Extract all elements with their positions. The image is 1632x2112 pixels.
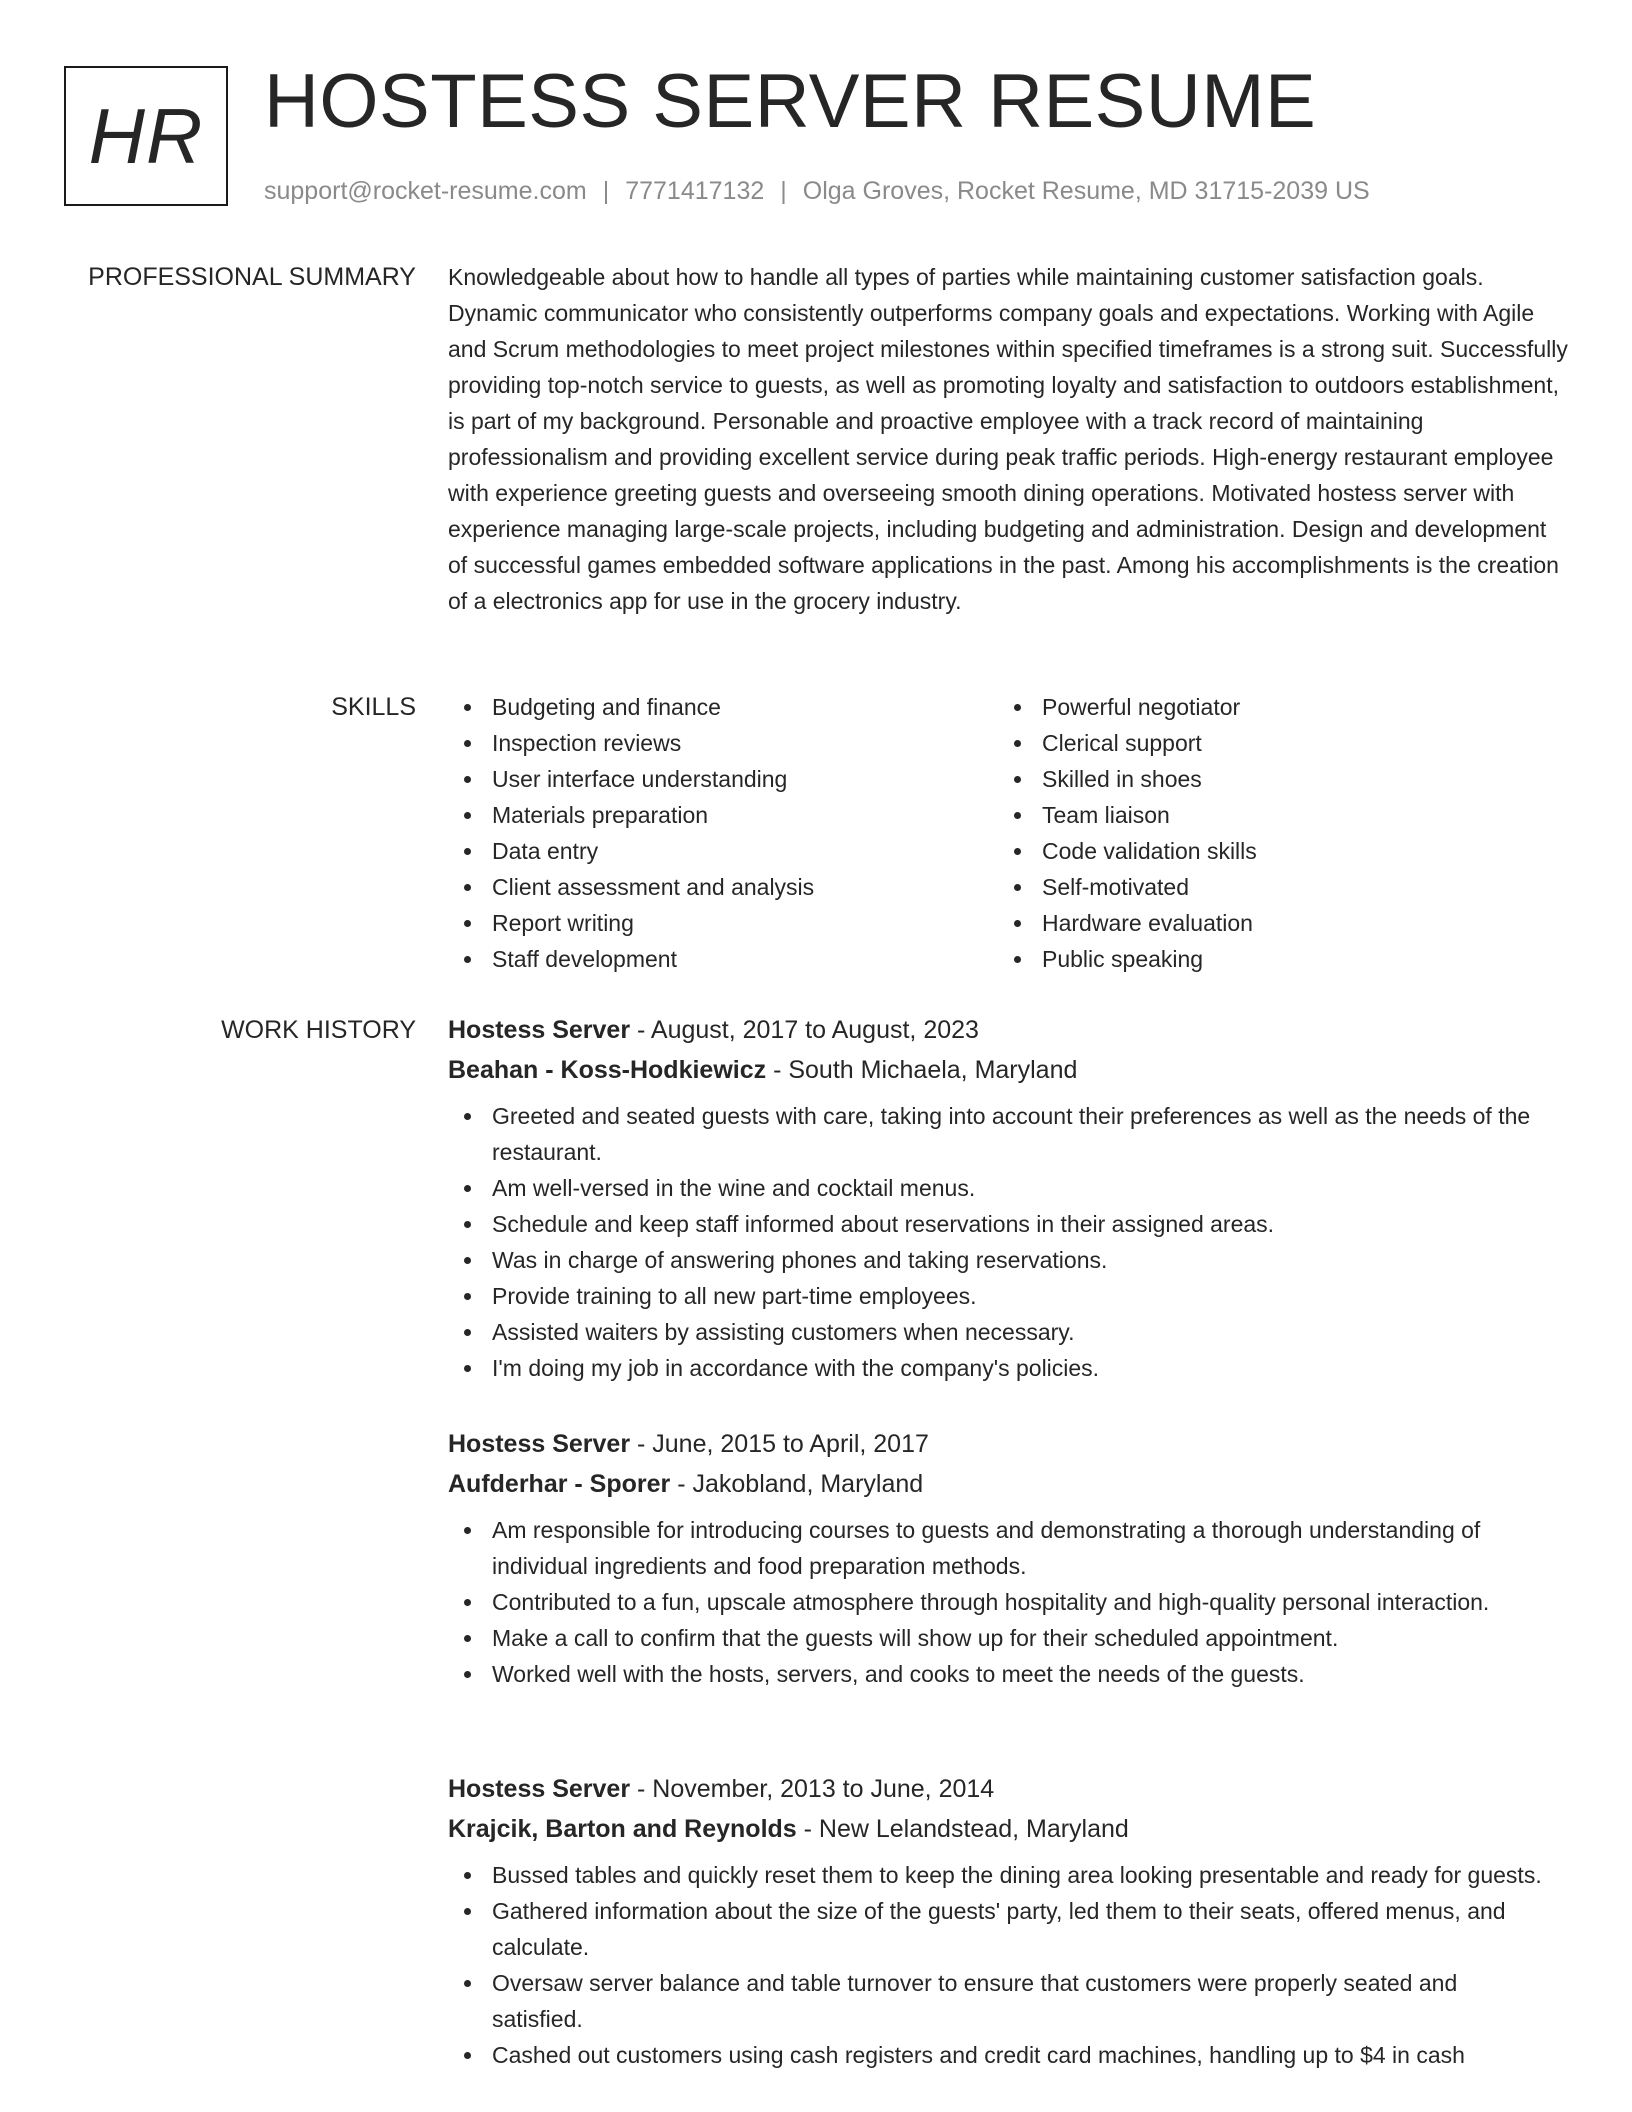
skills-list-right xyxy=(998,689,1548,977)
job-company-line xyxy=(448,1809,1568,1849)
job-entry xyxy=(448,1424,1568,1692)
job-location: - New Lelandstead, Maryland xyxy=(796,1815,1129,1843)
job-duty: Schedule and keep staff informed about reservations in their assigned areas. xyxy=(448,1206,1568,1242)
job-duties-list xyxy=(448,1512,1568,1692)
skill-item: Staff development xyxy=(448,941,998,977)
section-label-skills: SKILLS xyxy=(331,693,416,721)
job-title-line xyxy=(448,1424,1568,1464)
skill-item: Report writing xyxy=(448,905,998,941)
job-company-line xyxy=(448,1050,1568,1090)
job-title: Hostess Server xyxy=(448,1430,631,1458)
skill-item: Clerical support xyxy=(998,725,1548,761)
skill-item: Inspection reviews xyxy=(448,725,998,761)
skill-item: Hardware evaluation xyxy=(998,905,1548,941)
job-dates: - June, 2015 to April, 2017 xyxy=(630,1430,929,1458)
job-duty: Assisted waiters by assisting customers when necessary. xyxy=(448,1314,1568,1350)
skill-item: Team liaison xyxy=(998,797,1548,833)
job-location: - Jakobland, Maryland xyxy=(670,1470,924,1498)
job-dates: - August, 2017 to August, 2023 xyxy=(630,1016,979,1044)
contact-line xyxy=(264,176,1370,206)
job-entry xyxy=(448,1010,1568,1386)
job-company-line xyxy=(448,1464,1568,1504)
skill-item: Client assessment and analysis xyxy=(448,869,998,905)
job-dates: - November, 2013 to June, 2014 xyxy=(630,1775,995,1803)
skill-item: Powerful negotiator xyxy=(998,689,1548,725)
job-duty: Bussed tables and quickly reset them to keep the dining area looking presentable and ready for guests. xyxy=(448,1857,1568,1893)
job-title: Hostess Server xyxy=(448,1016,631,1044)
skill-item: Budgeting and finance xyxy=(448,689,998,725)
job-company: Aufderhar - Sporer xyxy=(448,1470,671,1498)
job-duty: Am well-versed in the wine and cocktail menus. xyxy=(448,1170,1568,1206)
skill-item: Self-motivated xyxy=(998,869,1548,905)
skill-item: Code validation skills xyxy=(998,833,1548,869)
job-company: Krajcik, Barton and Reynolds xyxy=(448,1815,797,1843)
skill-item: Public speaking xyxy=(998,941,1548,977)
job-title-line xyxy=(448,1769,1568,1809)
job-duty: Cashed out customers using cash registers and credit card machines, handling up to $4 in cash xyxy=(448,2037,1568,2073)
job-duty: Was in charge of answering phones and taking reservations. xyxy=(448,1242,1568,1278)
job-duty: Gathered information about the size of the guests' party, led them to their seats, offered menus, and calculate. xyxy=(448,1893,1568,1965)
section-label-work-history: WORK HISTORY xyxy=(221,1016,416,1044)
job-duty: I'm doing my job in accordance with the company's policies. xyxy=(448,1350,1568,1386)
contact-email[interactable]: support@rocket-resume.com xyxy=(264,177,587,205)
section-label-summary: PROFESSIONAL SUMMARY xyxy=(88,263,416,291)
job-duty: Contributed to a fun, upscale atmosphere through hospitality and high-quality personal interaction. xyxy=(448,1584,1568,1620)
job-duties-list xyxy=(448,1857,1568,2073)
summary-text: Knowledgeable about how to handle all types of parties while maintaining customer satisfaction goals. Dynamic communicator who consistently outperforms company goals and expectations. Working with Agile and Scrum methodologies to meet project milestones within specified timeframes is a strong suit. Successfully providing top-notch service to guests, as well as promoting loyalty and satisfaction to outdoors establishment, is part of my background. Personable and proactive employee with a track record of maintaining professionalism and providing excellent service during peak traffic periods. High-energy restaurant employee with experience greeting guests and overseeing smooth dining operations. Motivated hostess server with experience managing large-scale projects, including budgeting and administration. Design and development of successful games embedded software applications in the past. Among his accomplishments is the creation of a electronics app for use in the grocery industry. xyxy=(448,264,1568,614)
skills-section xyxy=(448,689,1568,977)
monogram-logo: HR xyxy=(64,66,228,206)
job-entry xyxy=(448,1769,1568,2073)
skills-list-left xyxy=(448,689,998,977)
job-title-line xyxy=(448,1010,1568,1050)
contact-phone[interactable]: 7771417132 xyxy=(625,177,765,205)
skill-item: Materials preparation xyxy=(448,797,998,833)
contact-separator: | xyxy=(602,177,610,205)
job-company: Beahan - Koss-Hodkiewicz xyxy=(448,1056,767,1084)
job-duties-list xyxy=(448,1098,1568,1386)
job-duty: Am responsible for introducing courses to guests and demonstrating a thorough understanding of individual ingredients and food preparation methods. xyxy=(448,1512,1568,1584)
skill-item: User interface understanding xyxy=(448,761,998,797)
job-location: - South Michaela, Maryland xyxy=(766,1056,1078,1084)
contact-separator: | xyxy=(780,177,787,205)
resume-title: HOSTESS SERVER RESUME xyxy=(264,59,1317,144)
skill-item: Skilled in shoes xyxy=(998,761,1548,797)
job-duty: Greeted and seated guests with care, taking into account their preferences as well as the needs of the restaurant. xyxy=(448,1098,1568,1170)
job-duty: Worked well with the hosts, servers, and cooks to meet the needs of the guests. xyxy=(448,1656,1568,1692)
job-duty: Provide training to all new part-time employees. xyxy=(448,1278,1568,1314)
summary-section xyxy=(448,259,1568,619)
job-title: Hostess Server xyxy=(448,1775,631,1803)
job-duty: Make a call to confirm that the guests will show up for their scheduled appointment. xyxy=(448,1620,1568,1656)
contact-address: Olga Groves, Rocket Resume, MD 31715-2039 US xyxy=(802,177,1370,205)
job-duty: Oversaw server balance and table turnover to ensure that customers were properly seated and satisfied. xyxy=(448,1965,1568,2037)
skill-item: Data entry xyxy=(448,833,998,869)
